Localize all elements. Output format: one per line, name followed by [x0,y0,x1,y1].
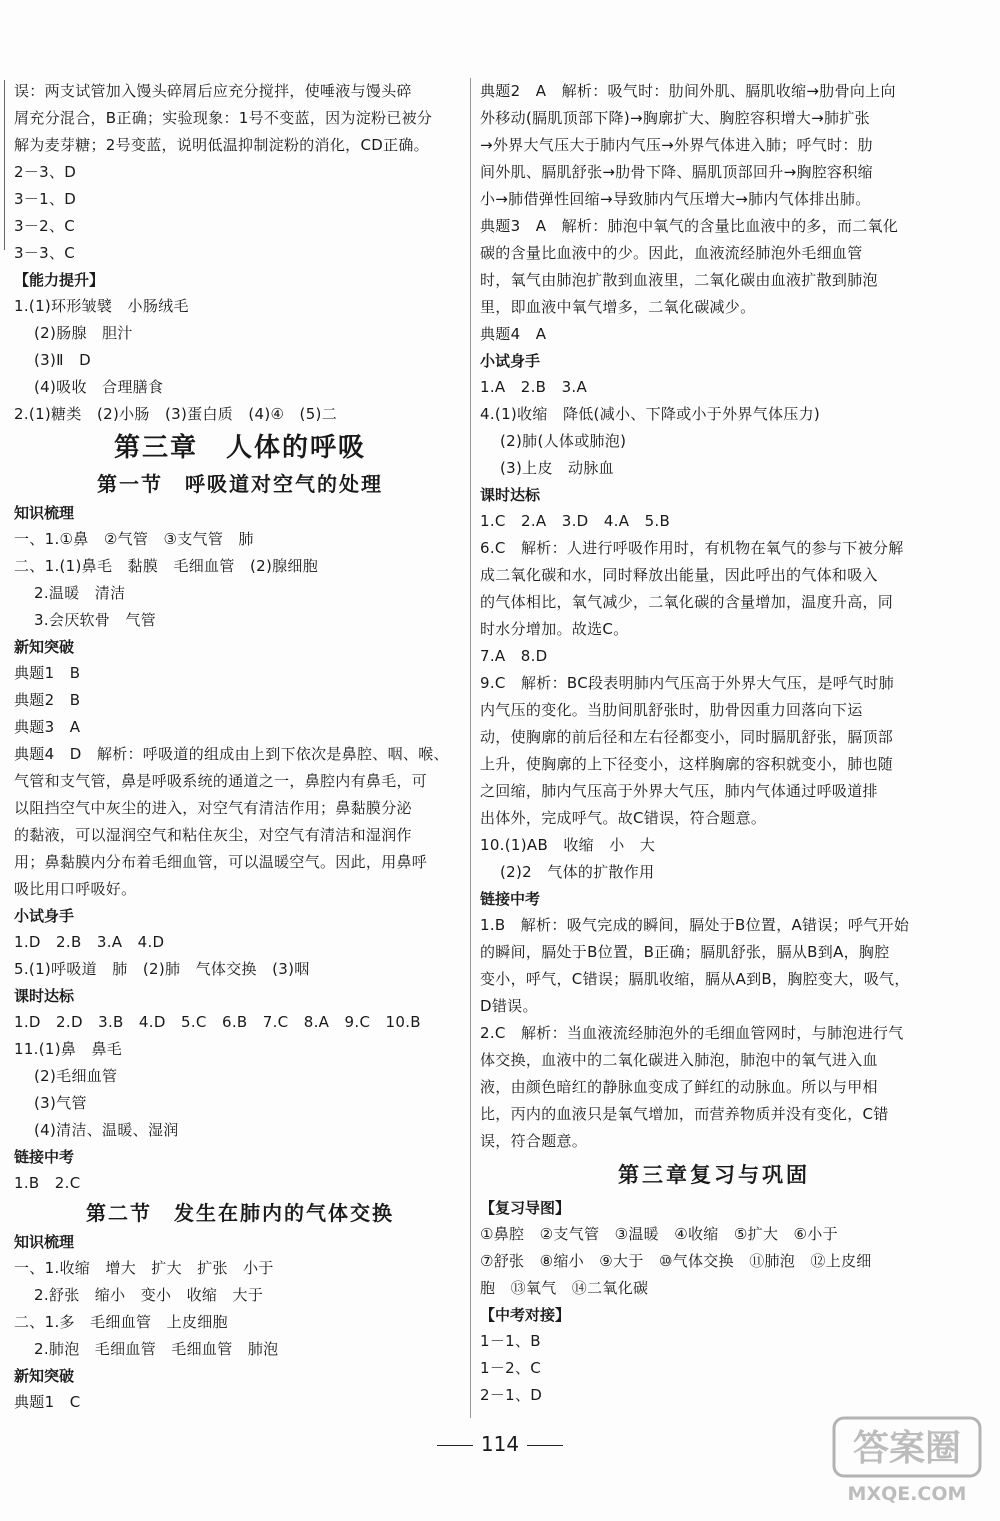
answer-line: (2)2 气体的扩散作用 [500,863,655,881]
answer-line: (3)上皮 动脉血 [500,459,614,477]
text-line: 变小，呼气，C错误；膈肌收缩，膈从A到B，胸腔变大，吸气， [480,970,910,988]
section-heading: 课时达标 [14,987,75,1005]
answer-line: 3－2、C [14,217,76,235]
left-column [14,78,466,1416]
text-line: 9.C 解析：BC段表明肺内气压高于外界大气压，是呼气时肺 [480,674,894,692]
answer-line: 1.A 2.B 3.A [480,378,588,396]
answer-line: 2－1、D [480,1386,543,1404]
text-line: 间外肌、膈肌舒张→肋骨下降、膈肌顶部回升→胸腔容积缩 [480,163,873,181]
text-line: 6.C 解析：人进行呼吸作用时，有机物在氧气的参与下被分解 [480,539,904,557]
answer-line: 1.B 2.C [14,1174,81,1192]
answer-line: 1.(1)环形皱襞 小肠绒毛 [14,297,189,315]
text-line: 误，符合题意。 [480,1132,588,1150]
answer-line: (4)吸收 合理膳食 [34,378,164,396]
answer-line: 典题1 C [14,1393,81,1411]
text-line: 解为麦芽糖；2号变蓝，说明低温抑制淀粉的消化，CD正确。 [14,136,429,154]
text-line: 气管和支气管，鼻是呼吸系统的通道之一，鼻腔内有鼻毛，可 [14,772,428,790]
section-heading: 课时达标 [480,486,541,504]
answer-line: ①鼻腔 ②支气管 ③温暖 ④收缩 ⑤扩大 ⑥小于 [480,1225,838,1243]
answer-line: 1.D 2.B 3.A 4.D [14,933,165,951]
answer-line: 一、1.①鼻 ②气管 ③支气管 肺 [14,530,254,548]
text-line: 典题3 A 解析：肺泡中氧气的含量比血液中的多，而二氧化 [480,217,899,235]
answer-line: 2.(1)糖类 (2)小肠 (3)蛋白质 (4)④ (5)二 [14,405,337,423]
nengli-heading: 【能力提升】 [14,271,105,289]
section-heading: 知识梳理 [14,1233,75,1251]
text-line: 上升，使胸廓的上下径变小，这样胸廓的容积就变小，肺也随 [480,755,894,773]
answer-line: 典题3 A [14,718,81,736]
text-line: 的气体相比，氧气减少，二氧化碳的含量增加，温度升高，同 [480,593,894,611]
watermark-text: 答案圈 [852,1428,962,1469]
answer-line: 1－1、B [480,1332,541,1350]
answer-line: 一、1.收缩 增大 扩大 扩张 小于 [14,1259,274,1277]
section-heading: 新知突破 [14,1367,75,1385]
section-heading: 链接中考 [480,890,541,908]
answer-line: ⑦舒张 ⑧缩小 ⑨大于 ⑩气体交换 ⑪肺泡 ⑫上皮细 [480,1252,872,1270]
text-line: 以阻挡空气中灰尘的进入，对空气有清洁作用；鼻黏膜分泌 [14,799,412,817]
text-line: 吸比用口呼吸好。 [14,880,137,898]
answer-line: (3)气管 [34,1094,87,1112]
section-title: 第二节 发生在肺内的气体交换 [86,1201,394,1225]
answer-line: 典题1 B [14,664,81,682]
answer-line: 2－3、D [14,163,77,181]
intro-paragraph [14,78,466,159]
answer-line: (2)肺(人体或肺泡) [500,432,627,450]
section-heading: 小试身手 [480,352,541,370]
answer-line: 7.A 8.D [480,647,548,665]
answer-line: 3－3、C [14,244,76,262]
answer-line: 1.C 2.A 3.D 4.A 5.B [480,512,671,530]
text-line: 用；鼻黏膜内分布着毛细血管，可以温暖空气。因此，用鼻呼 [14,853,428,871]
text-line: 成二氧化碳和水，同时释放出能量，因此呼出的气体和吸入 [480,566,878,584]
answer-line: 二、1.(1)鼻毛 黏膜 毛细血管 (2)腺细胞 [14,557,319,575]
answer-line: 4.(1)收缩 降低(减小、下降或小于外界气体压力) [480,405,821,423]
watermark-logo [832,1414,982,1509]
text-line: 2.C 解析：当血液流经肺泡外的毛细血管网时，与肺泡进行气 [480,1024,904,1042]
text-line: 1.B 解析：吸气完成的瞬间，膈处于B位置，A错误；呼气开始 [480,916,910,934]
text-line: 外移动(膈肌顶部下降)→胸廓扩大、胸腔容积增大→肺扩张 [480,109,870,127]
answer-line: 2.温暖 清洁 [34,584,126,602]
text-line: 内气压的变化。当肋间肌舒张时，肋骨因重力回落向下运 [480,701,863,719]
text-line: 屑充分混合，B正确；实验现象：1号不变蓝，因为淀粉已被分 [14,109,433,127]
margin-mark [4,80,5,250]
answer-line: (3)Ⅱ D [34,351,91,369]
watermark-url: MXQE.COM [847,1483,967,1505]
section-heading: 【中考对接】 [480,1306,571,1324]
text-line: 典题2 A 解析：吸气时：肋间外肌、膈肌收缩→肋骨向上向 [480,82,896,100]
text-line: D错误。 [480,997,538,1015]
answer-line: (2)毛细血管 [34,1067,118,1085]
text-line: 体交换，血液中的二氧化碳进入肺泡，肺泡中的氧气进入血 [480,1051,878,1069]
right-column [480,78,948,1409]
answer-line: 5.(1)呼吸道 肺 (2)肺 气体交换 (3)咽 [14,960,310,978]
section-heading: 小试身手 [14,907,75,925]
text-line: 小→肺借弹性回缩→导致肺内气压增大→肺内气体排出肺。 [480,190,871,208]
text-line: 误：两支试管加入馒头碎屑后应充分搅拌，使唾液与馒头碎 [14,82,412,100]
answer-line: (2)肠腺 胆汁 [34,324,133,342]
answer-line: 胞 ⑬氧气 ⑭二氧化碳 [480,1279,649,1297]
text-line: 出体外，完成呼气。故C错误，符合题意。 [480,809,767,827]
answer-line: 3.会厌软骨 气管 [34,611,157,629]
answer-line: 2.舒张 缩小 变小 收缩 大于 [34,1286,264,1304]
answer-line: 1.D 2.D 3.B 4.D 5.C 6.B 7.C 8.A 9.C 10.B [14,1013,421,1031]
text-line: 时水分增加。故选C。 [480,620,629,638]
section-heading: 新知突破 [14,638,75,656]
column-divider [470,78,471,1418]
text-line: →外界大气压大于肺内气压→外界气体进入肺；呼气时：肋 [480,136,873,154]
text-line: 液，由颜色暗红的静脉血变成了鲜红的动脉血。所以与甲相 [480,1078,878,1096]
answer-line: 2.肺泡 毛细血管 毛细血管 肺泡 [34,1340,279,1358]
review-title: 第三章复习与巩固 [618,1162,810,1187]
page-number-dash [437,1445,473,1446]
answer-line: 11.(1)鼻 鼻毛 [14,1040,123,1058]
answer-line: (4)清洁、温暖、湿润 [34,1121,179,1139]
answer-line: 典题2 B [14,691,81,709]
text-line: 的黏液，可以湿润空气和粘住灰尘，对空气有清洁和湿润作 [14,826,412,844]
text-line: 的瞬间，膈处于B位置，B正确；膈肌舒张，膈从B到A，胸腔 [480,943,890,961]
text-line: 比，丙内的血液只是氧气增加，而营养物质并没有变化，C错 [480,1105,889,1123]
page-number-dash [527,1445,563,1446]
text-line: 时，氧气由肺泡扩散到血液里，二氧化碳由血液扩散到肺泡 [480,271,878,289]
answer-line: 典题4 A [480,325,547,343]
chapter-title: 第三章 人体的呼吸 [113,433,366,463]
section-heading: 知识梳理 [14,504,75,522]
section-heading: 【复习导图】 [480,1199,571,1217]
text-line: 里，即血液中氧气增多，二氧化碳减少。 [480,298,756,316]
text-line: 之回缩，肺内气压高于外界大气压，肺内气体通过呼吸道排 [480,782,878,800]
answer-line: 二、1.多 毛细血管 上皮细胞 [14,1313,228,1331]
answer-line: 10.(1)AB 收缩 小 大 [480,836,656,854]
page-number-text: 114 [480,1432,520,1456]
section-title: 第一节 呼吸道对空气的处理 [97,472,383,496]
text-line: 典题4 D 解析：呼吸道的组成由上到下依次是鼻腔、咽、喉、 [14,745,449,763]
text-line: 动，使胸廓的前后径和左右径都变小，同时膈肌舒张，膈顶部 [480,728,894,746]
section-heading: 链接中考 [14,1148,75,1166]
text-line: 碳的含量比血液中的少。因此，血液流经肺泡外毛细血管 [480,244,863,262]
answer-line: 1－2、C [480,1359,542,1377]
answer-line: 3－1、D [14,190,77,208]
